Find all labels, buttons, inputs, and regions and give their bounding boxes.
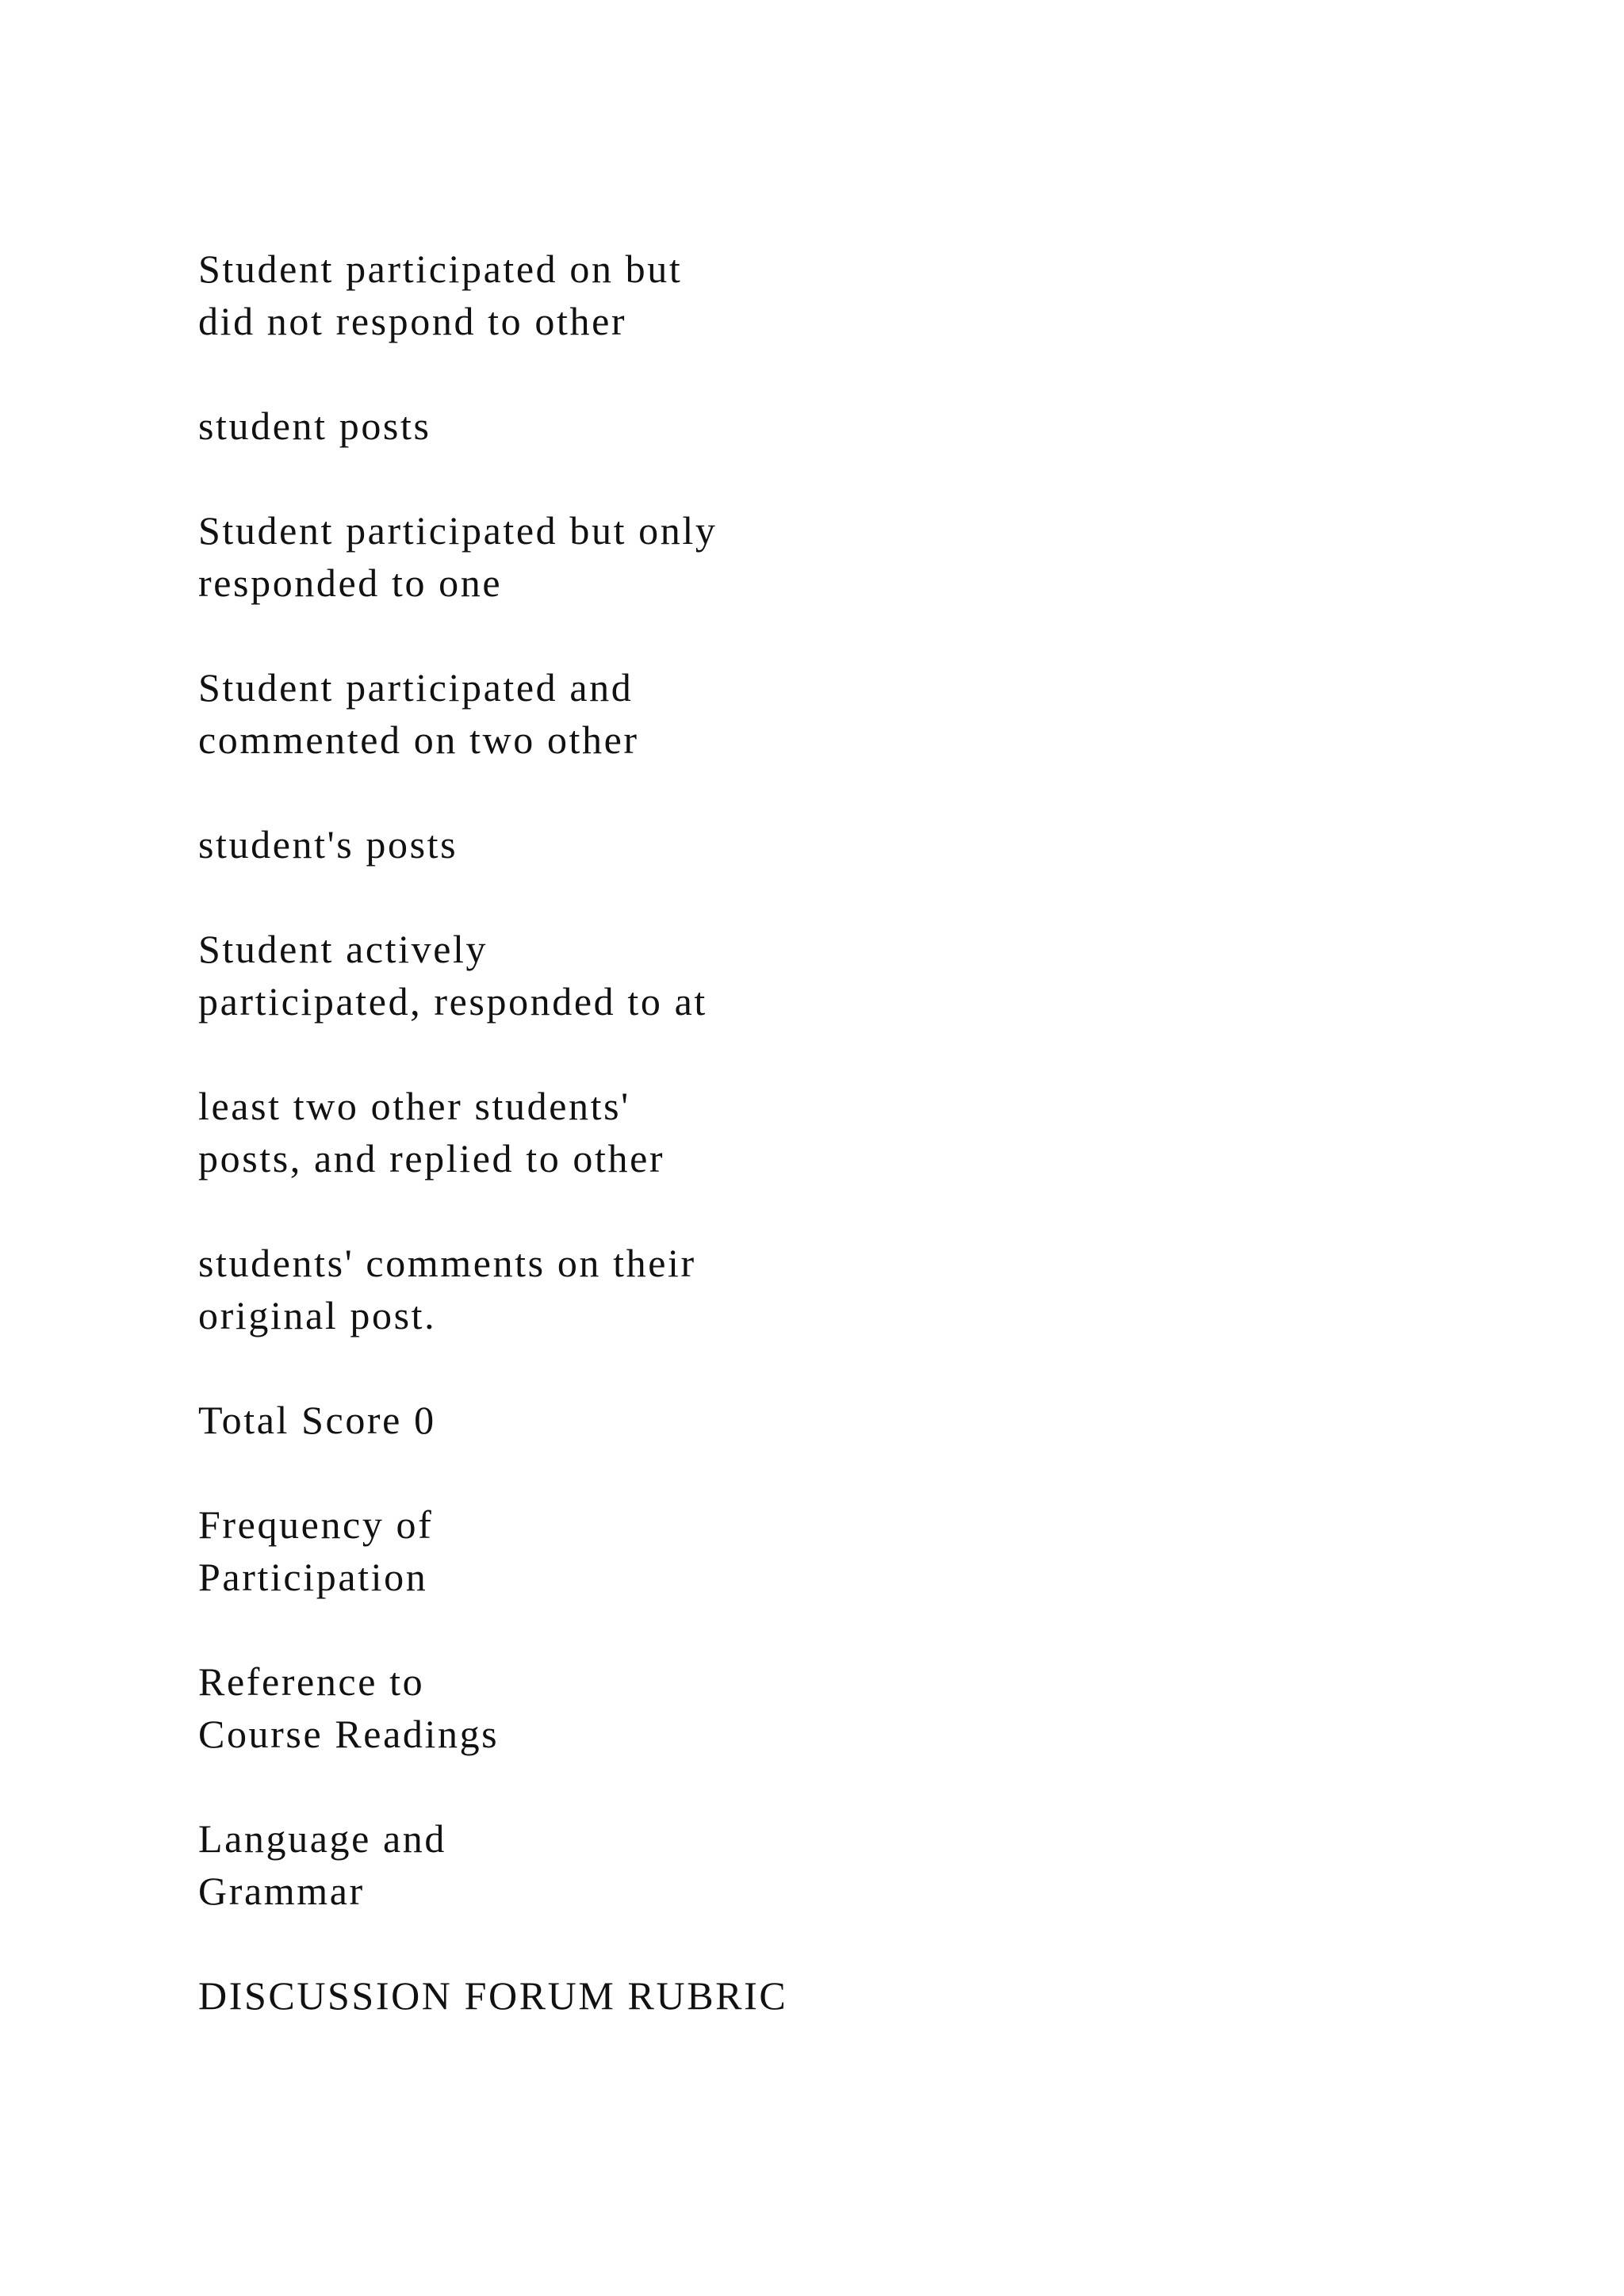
paragraph-student-participated-no-response xyxy=(198,243,1467,347)
text-line: participated, responded to at xyxy=(198,979,707,1024)
paragraph-comments-on-original xyxy=(198,1237,1467,1341)
paragraph-total-score xyxy=(198,1394,1467,1446)
paragraph-language-and-grammar xyxy=(198,1812,1467,1917)
paragraph-responded-to-one xyxy=(198,504,1467,609)
document-body xyxy=(198,243,1467,2074)
text-line: Participation xyxy=(198,1555,428,1599)
text-line: Language and xyxy=(198,1816,447,1861)
paragraph-reference-to-readings xyxy=(198,1655,1467,1760)
paragraph-commented-on-two xyxy=(198,661,1467,766)
text-line: students' comments on their xyxy=(198,1241,696,1285)
text-line: Grammar xyxy=(198,1869,365,1913)
paragraph-students-posts xyxy=(198,818,1467,871)
text-line: student posts xyxy=(198,404,431,448)
document-title-rubric xyxy=(198,1969,1467,2022)
text-line: DISCUSSION FORUM RUBRIC xyxy=(198,1973,788,2018)
text-line: posts, and replied to other xyxy=(198,1136,665,1181)
text-line: Total Score 0 xyxy=(198,1398,436,1442)
paragraph-frequency-of-participation xyxy=(198,1498,1467,1603)
text-line: Student participated on but xyxy=(198,247,683,291)
text-line: Reference to xyxy=(198,1659,425,1704)
text-line: did not respond to other xyxy=(198,299,627,343)
text-line: original post. xyxy=(198,1293,437,1337)
text-line: Student participated and xyxy=(198,665,634,710)
paragraph-least-two-others xyxy=(198,1080,1467,1184)
text-line: student's posts xyxy=(198,822,458,867)
text-line: Student participated but only xyxy=(198,508,718,553)
text-line: least two other students' xyxy=(198,1084,630,1128)
paragraph-student-posts xyxy=(198,400,1467,452)
text-line: Student actively xyxy=(198,927,488,971)
text-line: Frequency of xyxy=(198,1502,434,1547)
text-line: responded to one xyxy=(198,561,503,605)
text-line: commented on two other xyxy=(198,718,639,762)
text-line: Course Readings xyxy=(198,1712,500,1756)
paragraph-actively-participated xyxy=(198,923,1467,1027)
